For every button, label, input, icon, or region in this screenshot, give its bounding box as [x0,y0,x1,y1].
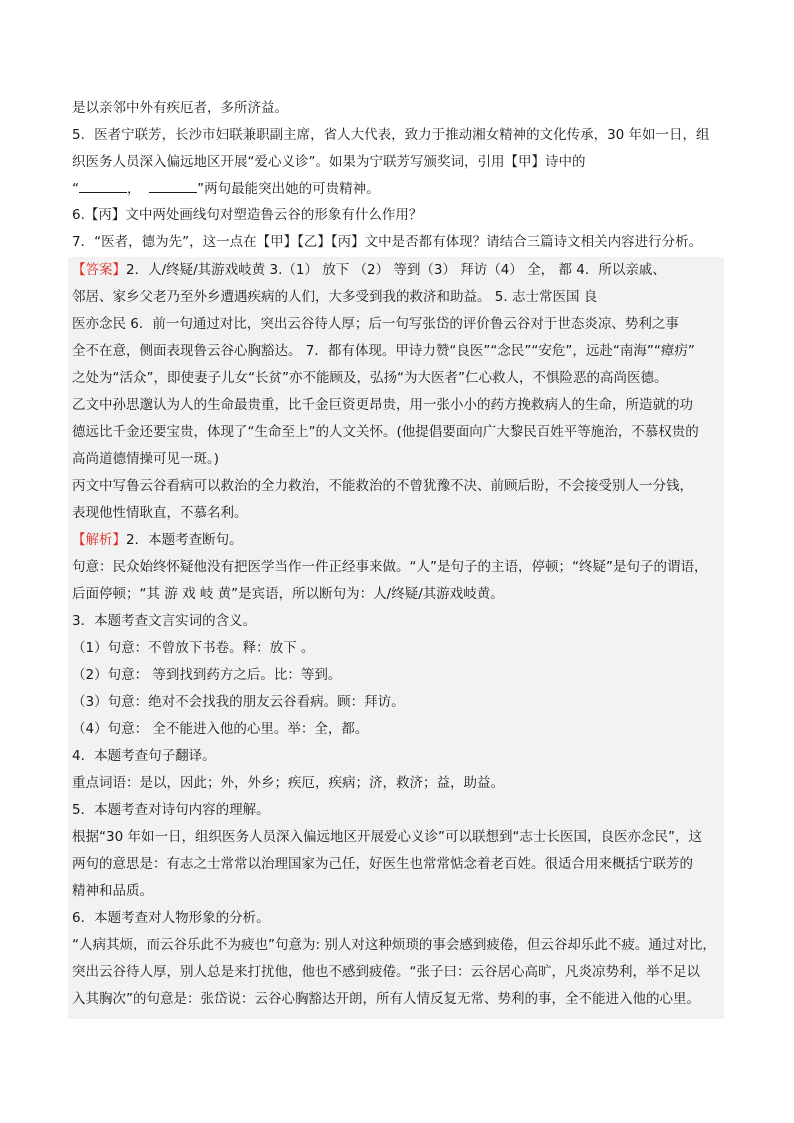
analysis-line16: “人病其烦，而云谷乐此不为疲也”句意为: 别人对这种烦琐的事会感到疲倦，但云谷却乐此不疲。通过对比， [72,937,716,953]
answer-tag: 【答案】 [72,262,126,278]
question-7: 7．“医者，德为先”，这一点在【甲】【乙】【丙】文中是否都有体现？请结合三篇诗文相关内容进行分析。 [72,234,703,250]
analysis-line6: （2）句意： 等到找到药方之后。比：等到。 [72,667,342,683]
analysis-line3: 后面停顿；“其 游 戏 岐 黄”是宾语，所以断句为：人/终疑/其游戏岐黄。 [72,586,504,602]
answer-line6: 乙文中孙思邈认为人的生命最贵重，比千金巨资更昂贵，用一张小小的药方挽救病人的生命，所造就的功 [72,397,693,413]
question-5-end: ”两句最能突出她的可贵精神。 [197,181,380,197]
question-continuation: 是以亲邻中外有疾厄者，多所济益。 [72,100,288,116]
analysis-line9: 4．本题考查句子翻译。 [72,748,216,764]
answer-line5: 之处为“活众”，即使妻子儿女“长贫”亦不能顾及，弘扬“为大医者”仁心救人，不惧险恶的高尚医德。 [72,370,668,386]
answer-line1: 【答案】2．人/终疑/其游戏岐黄 3.（1） 放下 （2） 等到（3） 拜访（4） 全， 都 4．所以亲戚、 [72,262,666,278]
blank-comma: ， [127,181,141,197]
answer-line2: 邻居、家乡父老乃至外乡遭遇疾病的人们，大多受到我的救济和助益。 5. 志士常医国 良 [72,289,598,305]
answer-line3: 医亦念民 6．前一句通过对比，突出云谷待人厚；后一句写张岱的评价鲁云谷对于世态炎凉、势利之事 [72,316,679,332]
analysis-line12: 根据“30 年如一日，组织医务人员深入偏远地区开展爱心义诊”可以联想到“志士长医国，良医亦念民”，这 [72,829,702,845]
answer-line10: 表现他性情耿直，不慕名利。 [72,505,248,521]
analysis-line15: 6．本题考查对人物形象的分析。 [72,910,270,926]
question-5-line3 [72,178,380,199]
answer-line9: 丙文中写鲁云谷看病可以救治的全力救治，不能救治的不曾犹豫不决、前顾后盼，不会接受别人一分钱， [72,478,693,494]
analysis-line4: 3．本题考查文言实词的含义。 [72,613,257,629]
question-5-line1: 5．医者宁联芳，长沙市妇联兼职副主席，省人大代表，致力于推动湘女精神的文化传承，30 年如一日，组 [72,127,710,143]
analysis-line17: 突出云谷待人厚，别人总是来打扰他，他也不感到疲倦。“张子曰：云谷居心高旷，凡炎凉势利，举不足以 [72,964,700,980]
question-6: 6.【丙】文中两处画线句对塑造鲁云谷的形象有什么作用？ [72,207,423,223]
answer-blank-2 [149,178,197,193]
analysis-line14: 精神和品质。 [72,883,153,899]
analysis-line5: （1）句意：不曾放下书卷。释：放下 。 [72,640,315,656]
answer-line7: 德远比千金还要宝贵，体现了“生命至上”的人文关怀。(他提倡要面向广大黎民百姓平等施治，不慕权贵的 [72,424,699,440]
analysis-line18: 入其胸次”的句意是：张岱说：云谷心胸豁达开朗，所有人情反复无常、势利的事，全不能进入他的心里。 [72,991,700,1007]
question-5-line2: 织医务人员深入偏远地区开展“爱心义诊”。如果为宁联芳写颁奖词，引用【甲】诗中的 [72,154,586,170]
answer-blank-1 [79,178,127,193]
analysis-tag: 【解析】 [72,532,126,548]
open-quote: “ [72,181,79,197]
analysis-line10: 重点词语：是以，因此；外，外乡；疾厄，疾病；济，救济；益，助益。 [72,775,504,791]
analysis-line2: 句意：民众始终怀疑他没有把医学当作一件正经事来做。“人”是句子的主语，停顿；“终疑”是句子的谓语， [72,559,708,575]
analysis-line1: 【解析】2．本题考查断句。 [72,532,243,548]
analysis-line7: （3）句意：绝对不会找我的朋友云谷看病。顾：拜访。 [72,694,405,710]
answer-line8: 高尚道德情操可见一斑。) [72,451,220,467]
analysis-line8: （4）句意： 全不能进入他的心里。举：全，都。 [72,721,369,737]
analysis-line13: 两句的意思是：有志之士常常以治理国家为己任，好医生也常常惦念着老百姓。很适合用来概括宁联芳的 [72,856,693,872]
analysis-line11: 5．本题考查对诗句内容的理解。 [72,802,270,818]
answer-line4: 全不在意，侧面表现鲁云谷心胸豁达。 7．都有体现。甲诗力赞“良医”“念民”“安危”，远赴“南海”“瘴疠” [72,343,695,359]
